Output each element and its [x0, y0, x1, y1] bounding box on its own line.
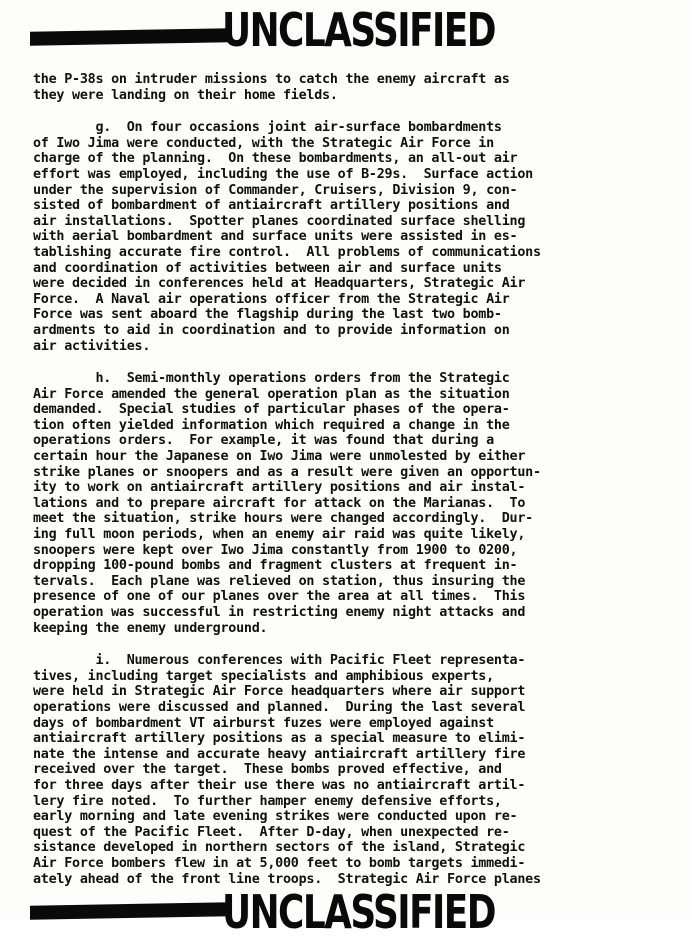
text-line: received over the target. These bombs proved effective, and	[33, 762, 502, 778]
text-line: charge of the planning. On these bombardments, an all-out air	[33, 151, 518, 167]
text-line: meet the situation, strike hours were changed accordingly. Dur-	[33, 511, 533, 527]
text-line: ardments to aid in coordination and to provide information on	[33, 322, 510, 338]
text-line: lations and to prepare aircraft for attack on the Marianas. To	[33, 495, 526, 511]
text-line: were held in Strategic Air Force headquarters where air support	[33, 684, 526, 700]
text-line: of Iwo Jima were conducted, with the Strategic Air Force in	[33, 135, 494, 151]
text-line: keeping the enemy underground.	[33, 620, 268, 636]
text-line: sisted of bombardment of antiaircraft artillery positions and	[33, 198, 510, 214]
text-line: effort was employed, including the use of B-29s. Surface action	[33, 166, 533, 182]
text-line: dropping 100-pound bombs and fragment clusters at frequent in-	[33, 558, 518, 574]
text-line: operations were discussed and planned. During the last several	[33, 699, 526, 715]
text-line: strike planes or snoopers and as a result were given an opportun-	[33, 464, 541, 480]
text-line: lery fire noted. To further hamper enemy defensive efforts,	[33, 793, 502, 809]
text-line: g. On four occasions joint air-surface bombardments	[33, 120, 502, 136]
text-line: operations orders. For example, it was found that during a	[33, 433, 494, 449]
text-line: with aerial bombardment and surface units were assisted in es-	[33, 229, 518, 245]
text-line: for three days after their use there was no antiaircraft artil-	[33, 777, 526, 793]
paragraph-g	[33, 120, 673, 354]
classification-label: UNCLASSIFIED	[222, 885, 495, 939]
text-line: air activities.	[33, 338, 151, 354]
redaction-bar	[30, 902, 230, 919]
text-line: h. Semi-monthly operations orders from the Strategic	[33, 371, 510, 387]
text-line: Force. A Naval air operations officer from the Strategic Air	[33, 291, 510, 307]
text-line: ately ahead of the front line troops. Strategic Air Force planes	[33, 871, 541, 887]
text-line: antiaircraft artillery positions as a special measure to elimi-	[33, 731, 526, 747]
text-line: tervals. Each plane was relieved on station, thus insuring the	[33, 573, 526, 589]
text-line: ity to work on antiaircraft artillery positions and air instal-	[33, 480, 526, 496]
text-line: certain hour the Japanese on Iwo Jima were unmolested by either	[33, 449, 526, 465]
text-line: and coordination of activities between air and surface units	[33, 260, 502, 276]
text-line: Air Force amended the general operation plan as the situation	[33, 386, 510, 402]
text-line: Force was sent aboard the flagship during the last two bomb-	[33, 307, 502, 323]
text-line: they were landing on their home fields.	[33, 87, 338, 103]
document-body	[33, 72, 673, 887]
text-line: ing full moon periods, when an enemy air raid was quite likely,	[33, 527, 526, 543]
paragraph-i	[33, 653, 673, 887]
text-line: nate the intense and accurate heavy antiaircraft artillery fire	[33, 746, 526, 762]
text-line: Air Force bombers flew in at 5,000 feet to bomb targets immedi-	[33, 855, 526, 871]
text-line: sistance developed in northern sectors of the island, Strategic	[33, 840, 526, 856]
text-line: air installations. Spotter planes coordinated surface shelling	[33, 213, 526, 229]
text-line: tablishing accurate fire control. All problems of communications	[33, 244, 541, 260]
text-line: i. Numerous conferences with Pacific Fleet representa-	[33, 653, 526, 669]
text-line: were decided in conferences held at Headquarters, Strategic Air	[33, 276, 526, 292]
paragraph-continuation	[33, 72, 673, 103]
text-line: the P-38s on intruder missions to catch the enemy aircraft as	[33, 72, 510, 87]
classification-label: UNCLASSIFIED	[222, 3, 495, 57]
text-line: snoopers were kept over Iwo Jima constantly from 1900 to 0200,	[33, 542, 518, 558]
text-line: tion often yielded information which required a change in the	[33, 417, 510, 433]
text-line: quest of the Pacific Fleet. After D-day, when unexpected re-	[33, 824, 510, 840]
text-line: demanded. Special studies of particular phases of the opera-	[33, 402, 510, 418]
text-line: tives, including target specialists and amphibious experts,	[33, 668, 494, 684]
text-line: days of bombardment VT airburst fuzes were employed against	[33, 715, 494, 731]
text-line: presence of one of our planes over the area at all times. This	[33, 589, 526, 605]
paragraph-h	[33, 371, 673, 636]
text-line: early morning and late evening strikes were conducted upon re-	[33, 809, 518, 825]
redaction-bar	[30, 28, 230, 45]
classification-stamp-top	[30, 0, 495, 60]
text-line: operation was successful in restricting enemy night attacks and	[33, 605, 526, 620]
text-line: under the supervision of Commander, Cruisers, Division 9, con-	[33, 182, 518, 198]
